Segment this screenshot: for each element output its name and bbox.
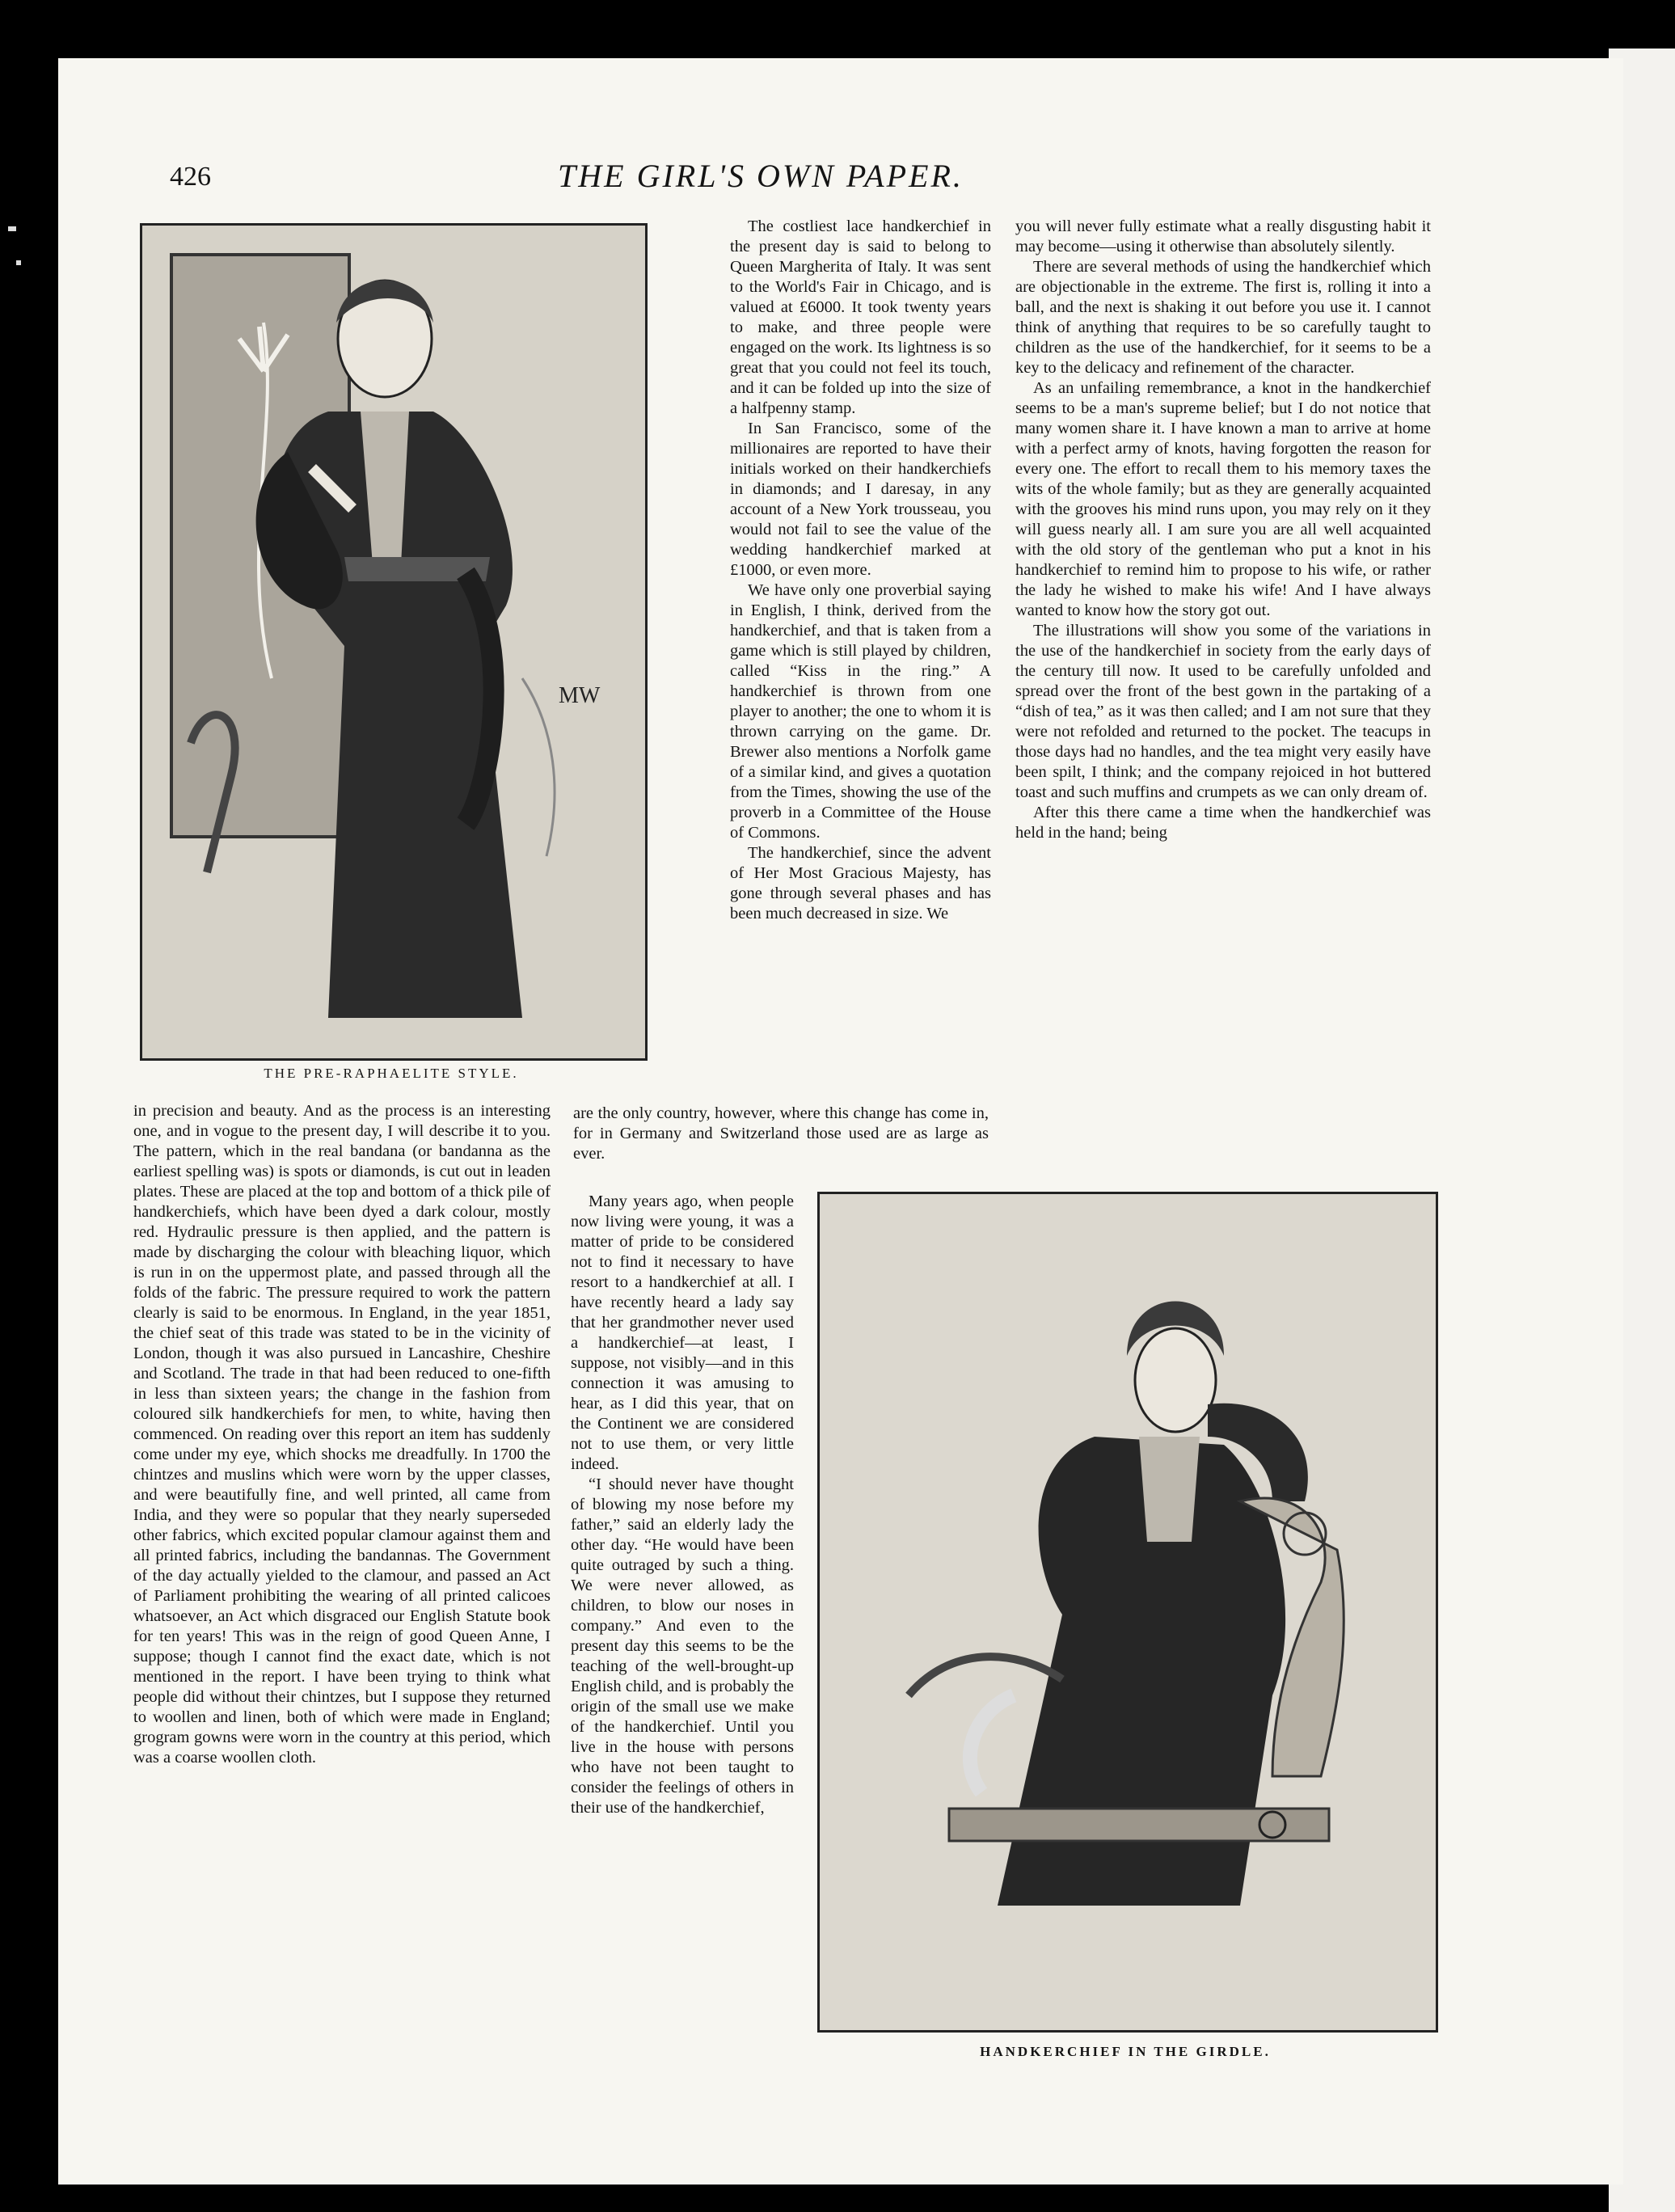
paragraph: After this there came a time when the handkerchief was held in the hand; being bbox=[1015, 804, 1431, 842]
illustration-pre-raphaelite bbox=[140, 223, 648, 1061]
paragraph: In San Francisco, some of the millionaires are reported to have their initials worked on their handkerchiefs in diamonds; and I daresay, in any account of a New York trousseau, you would not fail to see the value of the wedding handkerchief marked at £1000, or even more. bbox=[730, 420, 991, 579]
column-2-lower-text bbox=[571, 1192, 794, 2065]
woman-standing-drawing bbox=[142, 226, 645, 1058]
running-title: THE GIRL'S OWN PAPER. bbox=[558, 158, 964, 194]
column-3-text bbox=[1015, 217, 1431, 1146]
column-2-upper-text bbox=[730, 217, 991, 1114]
column-2-continuation bbox=[573, 1104, 989, 1163]
paragraph: As an unfailing remembrance, a knot in the handkerchief seems to be a man's supreme belief; but I do not notice that many women share it. I have known a man to arrive at home with a perfect army of knots, having forgotten the reason for every one. The effort to recall them to his memory taxes the wits of the whole family; but as they are generally acquainted with the grooves his mind runs upon, you may rely on it they will guess nearly all. I am sure you are all well acquainted with the old story of the gentleman who put a knot in his handkerchief to remind him to propose to his wife, or rather the lady he wished to make his wife! And I have always wanted to know how the story got out. bbox=[1015, 379, 1431, 619]
paragraph: The costliest lace handkerchief in the present day is said to belong to Queen Margherita of Italy. It was sent to the World's Fair in Chicago, and is valued at £6000. It took twenty years to make, and three people were engaged on the work. Its lightness is so great that you could not feel its touch, and it can be folded up into the size of a halfpenny stamp. bbox=[730, 217, 991, 417]
column-1-text bbox=[133, 1101, 551, 2063]
figure-caption: HANDKERCHIEF IN THE GIRDLE. bbox=[980, 2044, 1271, 2059]
paragraph: The illustrations will show you some of the variations in the use of the handkerchief in society from the early days of the century till now. It used to be carefully unfolded and spread over the front of the best gown in the partaking of a “dish of tea,” as it was then called; and I am not sure that they were not refolded and returned to the pocket. The teacups in those days had no handles, and the tea might very easily have been spilt, I think; and the company rejoiced in hot buttered toast and such muffins and crumpets as we can only dream of. bbox=[1015, 622, 1431, 801]
paragraph: We have only one proverbial saying in English, I think, derived from the handkerchief, and that is taken from a game which is still played by children, called “Kiss in the ring.” A handkerchief is thrown from one player to another; the one to whom it is thrown carrying on the game. Dr. Brewer also mentions a Norfolk game of a similar kind, and gives a quotation from the Times, showing the use of the proverb in a Committee of the House of Commons. bbox=[730, 581, 991, 842]
paragraph: you will never fully estimate what a really disgusting habit it may become—using it otherwise than absolutely silently. bbox=[1015, 217, 1431, 255]
figure-caption: THE PRE-RAPHAELITE STYLE. bbox=[264, 1066, 519, 1081]
paragraph: The handkerchief, since the advent of Her Most Gracious Majesty, has gone through several phases and has been much decreased in size. We bbox=[730, 844, 991, 922]
artist-monogram: MW bbox=[559, 683, 601, 708]
paragraph: There are several methods of using the handkerchief which are objectionable in the extreme. The first is, rolling it into a ball, and the next is shaking it out before you use it. I cannot think of anything that requires to be so carefully taught to children as the use of the handkerchief, for it seems to be a key to the delicacy and refinement of the character. bbox=[1015, 258, 1431, 377]
page-number: 426 bbox=[170, 162, 211, 192]
paragraph: in precision and beauty. And as the process is an interesting one, and in vogue to the present day, I will describe it to you. The pattern, which in the real bandana (or bandanna as the earliest spelling was) is spots or diamonds, is cut out in leaden plates. These are placed at the top and bottom of a thick pile of handkerchiefs, which have been dyed a dark colour, mostly red. Hydraulic pressure is then applied, and the pattern is made by discharging the colour with bleaching liquor, which is run in on the uppermost plate, and passed through all the folds of the fabric. The pressure required to work the pattern clearly is said to be enormous. In England, in the year 1851, the chief seat of this trade was stated to be in the vicinity of London, though it was also pursued in Lancashire, Cheshire and Scotland. The trade in that had been reduced to one-fifth in less than sixteen years; the change in the fashion from coloured silk handkerchiefs for men, to white, having then commenced. On reading over this report an item has suddenly come under my eye, which shocks me dreadfully. In 1700 the chintzes and muslins which were worn by the upper classes, and were beautifully fine, and well printed, all came from India, and they were so popular that they nearly superseded other fabrics, which excited popular clamour against them and all printed fabrics, including the bandannas. The Government of the day actually yielded to the clamour, and passed an Act of Parliament prohibiting the wearing of all printed calicoes whatsoever, an Act which disgraced our English Statute book for ten years! This was in the reign of good Queen Anne, I suppose; though I cannot find the exact date, which is not mentioned in the report. I have been trying to think what people did without their chintzes, but I suppose they returned to woollen and linen, both of which were made in England; grogram gowns were worn in the country at this period, which was a coarse woollen cloth. bbox=[133, 1102, 551, 1767]
illustration-handkerchief-girdle bbox=[817, 1192, 1438, 2033]
paragraph: Many years ago, when people now living were young, it was a matter of pride to be considered not to find it necessary to have resort to a handkerchief at all. I have recently heard a lady say that her grandmother never used a handkerchief—at least, I suppose, not visibly—and in this connection it was amusing to hear, as I did this year, that on the Continent we are considered not to use them, or very little indeed. bbox=[571, 1193, 794, 1473]
scan-speck bbox=[8, 226, 16, 231]
woman-seated-drawing bbox=[820, 1194, 1436, 2030]
paragraph: “I should never have thought of blowing my nose before my father,” said an elderly lady the other day. “He would have been quite outraged by such a thing. We were never allowed, as children, to blow our noses in company.” And even to the present day this seems to be the teaching of the well-brought-up English child, and is probably the origin of the small use we make of the handkerchief. Until you live in the house with persons who have not been taught to consider the feelings of others in their use of the handkerchief, bbox=[571, 1475, 794, 1817]
scan-speck bbox=[16, 260, 21, 265]
paragraph: are the only country, however, where this change has come in, for in Germany and Switzerland those used are as large as ever. bbox=[573, 1104, 989, 1163]
